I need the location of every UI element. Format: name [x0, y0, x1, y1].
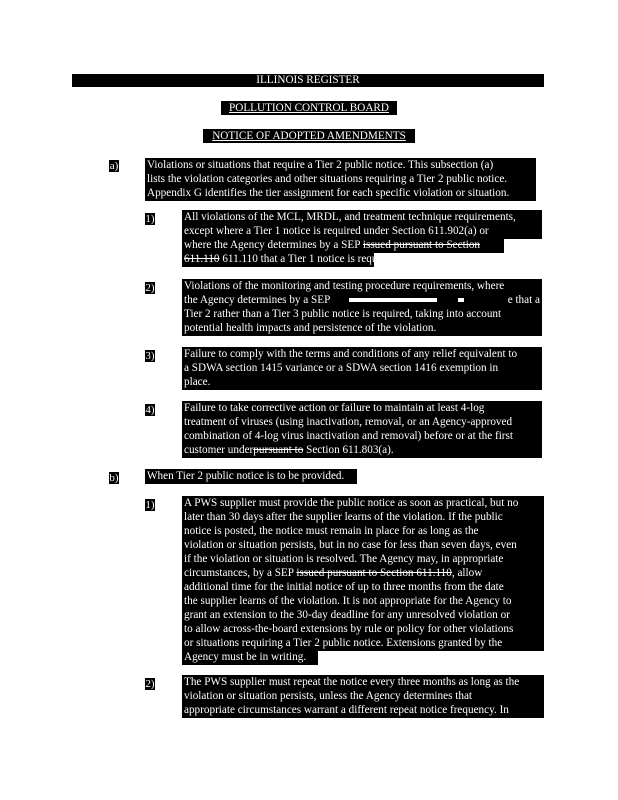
item-a2-line-1-text: Violations of the monitoring and testing procedure requirements, where: [184, 280, 505, 292]
item-a1-label: [145, 213, 155, 225]
item-b1-line-10-text: to allow across-the-board extensions by rule or policy for other violations: [184, 623, 514, 635]
item-b1-strike: issued pursuant to Section 611.110: [296, 567, 452, 579]
section-b-label-text: b): [109, 472, 119, 484]
item-a2-line-2-text: the Agency determines by a SEP: [184, 294, 330, 306]
item-b1-line-12: [182, 650, 318, 665]
item-b1-line-6-tail: , allow: [451, 567, 483, 579]
item-a2-line-2: [182, 293, 542, 308]
item-a3-line-1-text: Failure to comply with the terms and conditions of any relief equivalent to: [184, 348, 518, 360]
item-a2-line-4-text: potential health impacts and persistence of the violation.: [184, 322, 437, 334]
section-a-line-1-text: Violations or situations that require a Tier 2 public notice. This subsection (a): [147, 159, 494, 171]
item-a1-line-4: [182, 252, 398, 267]
item-a4-line-2-text: treatment of viruses (using inactivation, removal, or an Agency-approved: [184, 416, 513, 428]
item-b1-line-8-text: the supplier learns of the violation. It is not appropriate for the Agency to: [184, 595, 512, 607]
notice-title-text: NOTICE OF ADOPTED AMENDMENTS: [212, 130, 406, 142]
item-b1-line-12-text: Agency must be in writing.: [184, 651, 307, 663]
section-a-line-3: [145, 186, 536, 201]
notice-title: [203, 129, 415, 143]
item-b1-line-6-text: circumstances, by a SEP: [184, 567, 297, 579]
item-a1-label-text: 1): [145, 213, 155, 225]
section-a-label-text: a): [109, 160, 119, 172]
item-a3-line-2: [182, 361, 542, 376]
item-a1-line-1: [182, 210, 542, 225]
item-a2-line-4: [182, 321, 542, 336]
board-title: [221, 101, 397, 115]
item-b1-line-2: [182, 510, 544, 525]
item-a4-label-text: 4): [145, 404, 155, 416]
item-a2-line-3: [182, 307, 542, 322]
item-a4-line-4: [182, 443, 542, 458]
item-a4-line-1: [182, 401, 542, 416]
item-a2-line-2-tail: e that a: [507, 294, 540, 306]
item-a4-line-3: [182, 429, 542, 444]
register-title: ILLINOIS REGISTER: [256, 74, 360, 86]
item-b1-line-5: [182, 552, 544, 567]
item-a1-strike-2: 611.110: [184, 253, 220, 265]
item-b1-line-11-text: or situations requiring a Tier 2 public notice. Extensions granted by the: [184, 637, 503, 649]
section-a-label: [109, 160, 119, 172]
item-b1-line-6: [182, 566, 544, 581]
item-b1-line-4: [182, 538, 544, 553]
item-a3-line-3-text: place.: [184, 376, 211, 388]
section-b-title-text: When Tier 2 public notice is to be provided.: [147, 470, 345, 482]
item-b2-line-3: [182, 703, 544, 718]
item-b2-line-1-text: The PWS supplier must repeat the notice every three months as long as the: [184, 676, 520, 688]
item-b2-line-1: [182, 675, 544, 690]
item-b1-line-1: [182, 496, 544, 511]
item-a2-line-1: [182, 279, 542, 294]
item-b1-line-3: [182, 524, 544, 539]
item-a1-line-1-text: All violations of the MCL, MRDL, and treatment technique requirements,: [184, 211, 516, 223]
item-a3-line-2-text: a SDWA section 1415 variance or a SDWA section 1416 exemption in: [184, 362, 499, 374]
item-b1-line-2-text: later than 30 days after the supplier learns of the violation. If the public: [184, 511, 503, 523]
item-b2-label: [145, 678, 155, 690]
section-a-line-1: [145, 158, 536, 173]
register-title-bar: [72, 74, 544, 87]
item-b1-line-7-text: additional time for the initial notice of up to three months from the date: [184, 581, 504, 593]
item-a4-line-1-text: Failure to take corrective action or failure to maintain at least 4-log: [184, 402, 485, 414]
item-a2-label-text: 2): [145, 282, 155, 294]
item-b1-line-8: [182, 594, 544, 609]
item-b2-line-2: [182, 689, 544, 704]
item-b1-line-4-text: violation or situation persists, but in no case for less than seven days, even: [184, 539, 517, 551]
item-a3-label: [145, 350, 155, 362]
item-a1-line-2-text: except where a Tier 1 notice is required under Section 611.902(a) or: [184, 225, 489, 237]
item-b1-line-7: [182, 580, 544, 595]
item-a4-label: [145, 404, 155, 416]
item-a1-line-2: [182, 224, 542, 239]
item-b1-line-10: [182, 622, 544, 637]
item-a1-line-3-text: where the Agency determines by a SEP: [184, 239, 363, 251]
item-a1-strike-1: issued pursuant to Section: [362, 239, 481, 251]
item-b1-line-9-text: grant an extension to the 30-day deadline for any unresolved violation or: [184, 609, 510, 621]
item-a4-line-4-tail: Section 611.803(a).: [303, 444, 394, 456]
item-a2-label: [145, 282, 155, 294]
item-a3-label-text: 3): [145, 350, 155, 362]
section-a-line-3-text: Appendix G identifies the tier assignment for each specific violation or situation.: [147, 187, 510, 199]
item-b1-line-5-text: if the violation or situation is resolved. The Agency may, in appropriate: [184, 553, 504, 565]
section-b-label: [109, 472, 119, 484]
section-b-title: [145, 469, 357, 484]
item-a4-line-3-text: combination of 4-log virus inactivation and removal) before or at the first: [184, 430, 513, 442]
item-a3-line-1: [182, 347, 542, 362]
section-a-line-2: [145, 172, 536, 187]
section-a-line-2-text: lists the violation categories and other situations requiring a Tier 2 public notice.: [147, 173, 508, 185]
item-b1-line-9: [182, 608, 544, 623]
item-b1-line-3-text: notice is posted, the notice must remain in place for as long as the: [184, 525, 479, 537]
item-b2-label-text: 2): [145, 678, 155, 690]
item-a2-line-3-text: Tier 2 rather than a Tier 3 public notice is required, taking into account: [184, 308, 502, 320]
item-b1-line-1-text: A PWS supplier must provide the public notice as soon as practical, but no: [184, 497, 519, 509]
item-b1-line-11: [182, 636, 544, 651]
item-a4-line-2: [182, 415, 542, 430]
item-b1-label: [145, 499, 155, 511]
item-b1-label-text: 1): [145, 499, 155, 511]
board-title-text: POLLUTION CONTROL BOARD: [229, 102, 389, 114]
item-a4-line-4-text: customer under: [184, 444, 254, 456]
redacted-mark: [349, 298, 437, 302]
item-a4-strike: pursuant to: [253, 444, 304, 456]
item-b2-line-3-text: appropriate circumstances warrant a different repeat notice frequency. In: [184, 704, 509, 716]
item-a1-line-3: [182, 238, 504, 253]
item-a3-line-3: [182, 375, 542, 390]
item-b2-line-2-text: violation or situation persists, unless the Agency determines that: [184, 690, 473, 702]
redacted-mark-2: [458, 298, 464, 302]
item-a1-line-4-text: 611.110 that a Tier 1 notice is required.: [222, 253, 398, 265]
